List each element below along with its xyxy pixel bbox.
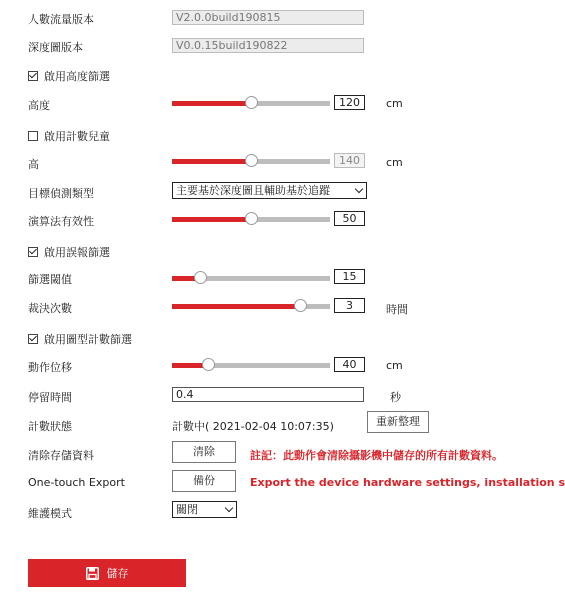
slider-fill xyxy=(172,304,300,309)
shape-count-filter-checkbox[interactable] xyxy=(28,331,132,347)
motion-displacement-label: 動作位移 xyxy=(28,361,72,374)
height-filter-label: 啟用高度篩選 xyxy=(44,70,110,83)
height-slider[interactable] xyxy=(172,96,330,110)
filter-threshold-slider[interactable] xyxy=(172,271,330,285)
child-height-slider[interactable] xyxy=(172,154,330,168)
slider-handle[interactable] xyxy=(294,299,307,312)
depth-map-version-label: 深度圖版本 xyxy=(28,41,83,54)
false-alarm-filter-checkbox[interactable] xyxy=(28,244,110,260)
slider-handle[interactable] xyxy=(245,154,258,167)
checkbox-unchecked-icon xyxy=(28,131,38,141)
algorithm-validity-label: 演算法有效性 xyxy=(28,215,94,228)
slider-fill xyxy=(172,217,251,222)
vote-count-input[interactable]: 3 xyxy=(334,298,365,313)
count-status-label: 計數狀態 xyxy=(28,420,72,433)
maintenance-mode-value: 關閉 xyxy=(176,503,198,516)
floppy-disk-icon xyxy=(86,567,99,580)
backup-button[interactable]: 備份 xyxy=(172,470,236,492)
refresh-button[interactable]: 重新整理 xyxy=(367,411,429,433)
slider-handle[interactable] xyxy=(194,271,207,284)
motion-displacement-slider[interactable] xyxy=(172,358,330,372)
one-touch-export-label: One-touch Export xyxy=(28,476,125,489)
filter-threshold-label: 篩選閾值 xyxy=(28,273,72,286)
vote-count-slider[interactable] xyxy=(172,299,330,313)
save-label: 儲存 xyxy=(106,567,129,580)
slider-handle[interactable] xyxy=(245,212,258,225)
motion-displacement-unit: cm xyxy=(386,359,403,372)
dwell-time-input[interactable]: 0.4 xyxy=(172,387,364,402)
false-alarm-filter-label: 啟用誤報篩選 xyxy=(44,246,110,259)
chevron-down-icon xyxy=(223,502,236,517)
checkbox-checked-icon xyxy=(28,247,38,257)
slider-handle[interactable] xyxy=(245,96,258,109)
count-children-checkbox[interactable] xyxy=(28,128,110,144)
dwell-time-label: 停留時間 xyxy=(28,391,72,404)
clear-data-note: 註記：此動作會清除攝影機中儲存的所有計數資料。 xyxy=(250,449,503,462)
checkbox-checked-icon xyxy=(28,71,38,81)
checkbox-checked-icon xyxy=(28,334,38,344)
vote-count-label: 裁決次數 xyxy=(28,302,72,315)
height-filter-checkbox[interactable] xyxy=(28,68,110,84)
count-status-text: 計數中 xyxy=(172,420,205,433)
maintenance-mode-select[interactable] xyxy=(172,501,237,518)
count-children-label: 啟用計數兒童 xyxy=(44,130,110,143)
maintenance-mode-label: 維護模式 xyxy=(28,507,72,520)
slider-fill xyxy=(172,159,251,164)
slider-handle[interactable] xyxy=(202,358,215,371)
count-status-value xyxy=(172,418,334,434)
clear-data-label: 清除存儲資料 xyxy=(28,449,94,462)
algorithm-validity-slider[interactable] xyxy=(172,212,330,226)
chevron-down-icon xyxy=(353,183,366,198)
depth-map-version-field: V0.0.15build190822 xyxy=(172,38,364,53)
target-detection-type-select[interactable] xyxy=(172,182,367,199)
people-flow-version-label: 人數流量版本 xyxy=(28,13,94,26)
save-button[interactable] xyxy=(28,559,186,587)
child-height-input: 140 xyxy=(334,153,365,168)
filter-threshold-input[interactable]: 15 xyxy=(334,269,365,284)
slider-fill xyxy=(172,101,251,106)
dwell-time-unit: 秒 xyxy=(390,391,401,404)
clear-button[interactable]: 清除 xyxy=(172,441,236,463)
child-height-label: 高 xyxy=(28,158,39,171)
height-label: 高度 xyxy=(28,99,50,112)
count-status-time: ( 2021-02-04 10:07:35) xyxy=(205,420,334,433)
height-unit: cm xyxy=(386,97,403,110)
vote-count-unit: 時間 xyxy=(386,303,408,316)
target-detection-type-value: 主要基於深度圖且輔助基於追蹤 xyxy=(176,184,330,197)
algorithm-validity-input[interactable]: 50 xyxy=(334,211,365,226)
target-detection-type-label: 目標偵測類型 xyxy=(28,187,94,200)
shape-count-filter-label: 啟用圖型計數篩選 xyxy=(44,333,132,346)
motion-displacement-input[interactable]: 40 xyxy=(334,357,365,372)
child-height-unit: cm xyxy=(386,156,403,169)
people-flow-version-field: V2.0.0build190815 xyxy=(172,10,364,25)
height-input[interactable]: 120 xyxy=(334,95,365,110)
one-touch-export-note: Export the device hardware settings, installation s xyxy=(250,476,565,489)
